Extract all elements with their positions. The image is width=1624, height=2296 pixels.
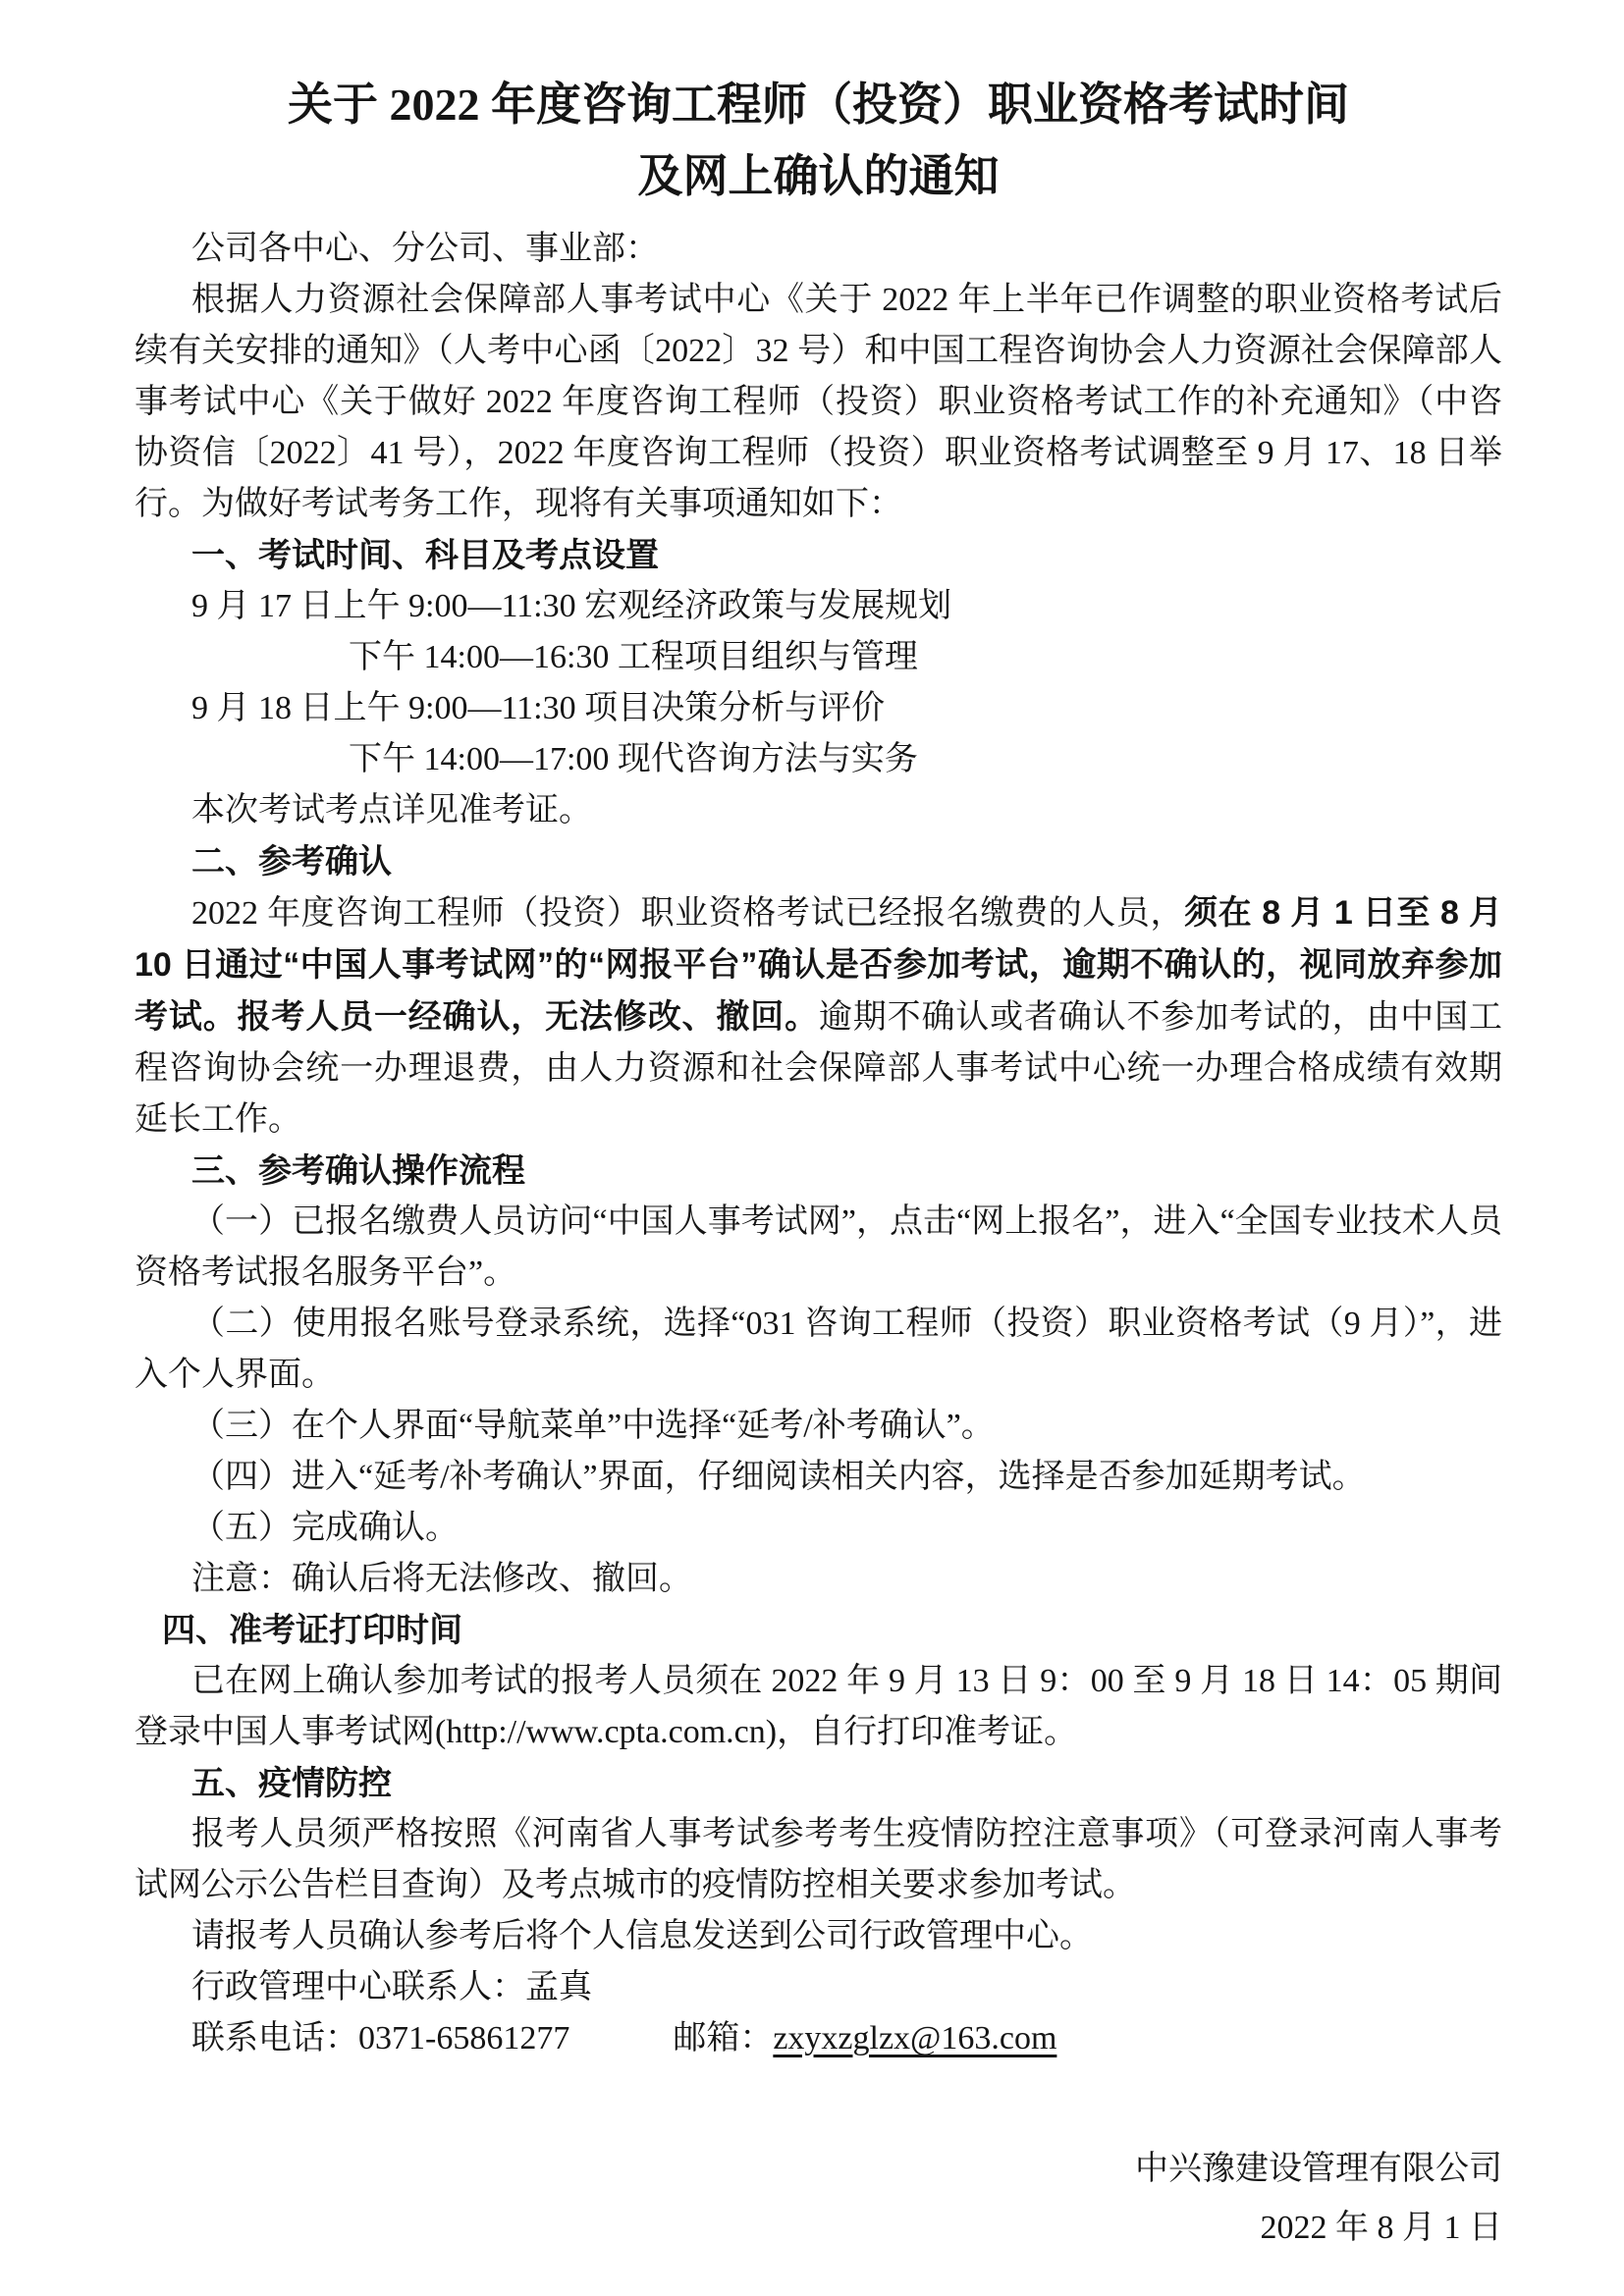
section-2-paragraph bbox=[135, 887, 1502, 1146]
signature-date: 2022 年 8 月 1 日 bbox=[1260, 2210, 1502, 2246]
document-body bbox=[135, 224, 1502, 2064]
section-3-note: 注意：确认后将无法修改、撤回。 bbox=[191, 1561, 692, 1597]
phone-number: 0371-65861277 bbox=[358, 2020, 570, 2056]
section-2-text-bold: 须在 8 月 1 日至 8 月 10 日通过“中国人事考试网”的“网报平台”确认是否参加考试，逾期不确认的，视同放弃参加考试。报考人员一经确认，无法修改、撤回。 bbox=[135, 894, 1502, 1036]
step-item-3: （三）在个人界面“导航菜单”中选择“延考/补考确认”。 bbox=[191, 1408, 995, 1444]
schedule-line-day1-morning: 9 月 17 日上午 9:00—11:30 宏观经济政策与发展规划 bbox=[191, 588, 952, 624]
section-1-heading: 一、考试时间、科目及考点设置 bbox=[191, 537, 659, 574]
section-1-note: 本次考试考点详见准考证。 bbox=[191, 792, 592, 828]
pandemic-paragraph-1: 报考人员须严格按照《河南省人事考试参考考生疫情防控注意事项》（可登录河南人事考试网公示公告栏目查询）及考点城市的疫情防控相关要求参加考试。 bbox=[135, 1816, 1502, 1903]
step-item-1: （一）已报名缴费人员访问“中国人事考试网”，点击“网上报名”，进入“全国专业技术人员资格考试报名服务平台”。 bbox=[135, 1203, 1502, 1291]
phone-label: 联系电话： bbox=[191, 2020, 358, 2056]
section-2-heading: 二、参考确认 bbox=[191, 843, 392, 881]
contact-person-line: 行政管理中心联系人：孟真 bbox=[191, 1969, 592, 2005]
section-4-heading: 四、准考证打印时间 bbox=[162, 1612, 462, 1649]
signature-block bbox=[135, 2140, 1502, 2258]
schedule-line-day2-morning: 9 月 18 日上午 9:00—11:30 项目决策分析与评价 bbox=[191, 690, 886, 726]
step-item-5: （五）完成确认。 bbox=[191, 1510, 459, 1546]
schedule-line-day2-afternoon: 下午 14:00—17:00 现代咨询方法与实务 bbox=[349, 741, 918, 777]
document-title-line-2: 及网上确认的通知 bbox=[637, 151, 1000, 201]
contact-details-line bbox=[135, 2013, 1502, 2064]
email-link[interactable]: zxyxzglzx@163.com bbox=[773, 2020, 1057, 2056]
step-item-4: （四）进入“延考/补考确认”界面，仔细阅读相关内容，选择是否参加延期考试。 bbox=[191, 1459, 1366, 1495]
section-2-text-normal-2: 逾期不确认或者确认不参加考试的，由中国工程咨询协会统一办理退费，由人力资源和社会保障部人事考试中心统一办理合格成绩有效期延长工作。 bbox=[135, 999, 1502, 1138]
email-label: 邮箱： bbox=[673, 2020, 774, 2056]
section-2-text-normal-1: 2022 年度咨询工程师（投资）职业资格考试已经报名缴费的人员， bbox=[191, 895, 1185, 932]
pandemic-paragraph-2: 请报考人员确认参考后将个人信息发送到公司行政管理中心。 bbox=[191, 1918, 1093, 1954]
signature-company: 中兴豫建设管理有限公司 bbox=[1135, 2151, 1502, 2187]
section-3-heading: 三、参考确认操作流程 bbox=[191, 1152, 525, 1190]
schedule-line-day1-afternoon: 下午 14:00—16:30 工程项目组织与管理 bbox=[349, 639, 918, 675]
intro-paragraph: 根据人力资源社会保障部人事考试中心《关于 2022 年上半年已作调整的职业资格考试后续有关安排的通知》（人考中心函〔2022〕32 号）和中国工程咨询协会人力资源社会保障部人事考试中心《关于做好 2022 年度咨询工程师（投资）职业资格考试工作的补充通知》（中咨协资信〔2022〕41 号），2022 年度咨询工程师（投资）职业资格考试调整至 9 月 17、18 日举行。为做好考试考务工作，现将有关事项通知如下： bbox=[135, 282, 1502, 522]
step-item-2: （二）使用报名账号登录系统，选择“031 咨询工程师（投资）职业资格考试（9 月）”，进入个人界面。 bbox=[135, 1306, 1502, 1393]
document-title bbox=[135, 69, 1502, 212]
document-title-line-1: 关于 2022 年度咨询工程师（投资）职业资格考试时间 bbox=[288, 80, 1349, 130]
salutation: 公司各中心、分公司、事业部： bbox=[191, 231, 659, 267]
section-5-heading: 五、疫情防控 bbox=[191, 1765, 392, 1802]
section-4-paragraph: 已在网上确认参加考试的报考人员须在 2022 年 9 月 13 日 9：00 至 9 月 18 日 14：05 期间登录中国人事考试网(http://www.cpta.com.cn)，自行打印准考证。 bbox=[135, 1663, 1502, 1750]
